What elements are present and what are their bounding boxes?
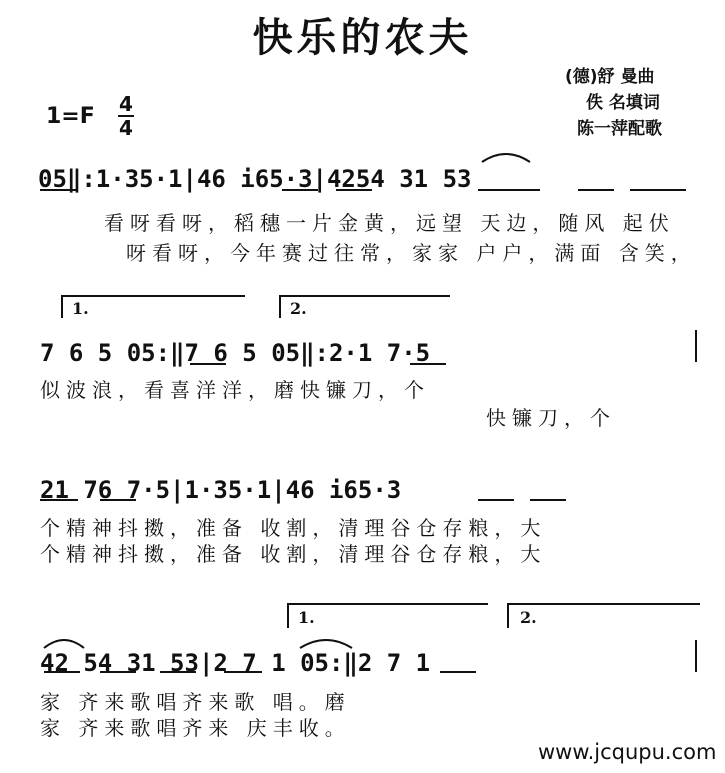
lyric-row-1-verse-1: 看呀看呀，稻穗一片金黄，远望 天边，随风 起伏	[104, 211, 675, 235]
key-signature: 1=F	[46, 104, 95, 129]
composer-credit: (德)舒 曼曲	[565, 67, 655, 87]
lyric-row-4-verse-1: 家 齐来歌唱齐来歌 唱。磨	[40, 690, 351, 714]
notation-row-1: 05‖:1·35·1|46 i65·3|4254 31 53	[38, 165, 472, 193]
lyric-row-3-verse-2: 个精神抖擞，准备 收割，清理谷仓存粮，大	[40, 542, 547, 566]
notation-row-2: 7 6 5 05:‖7 6 5 05‖:2·1 7·5	[40, 339, 431, 367]
volta-1-row-4: 1.	[298, 608, 315, 627]
watermark: www.jcqupu.com	[538, 740, 717, 764]
lyric-row-2-verse-2: 快镰刀，个	[486, 406, 616, 430]
lyricist-credit: 佚 名填词	[586, 93, 660, 113]
volta-1-row-2: 1.	[72, 299, 89, 318]
time-signature-bottom: 4	[119, 116, 133, 140]
lyric-row-3-verse-1: 个精神抖擞，准备 收割，清理谷仓存粮，大	[40, 516, 547, 540]
lyric-row-4-verse-2: 家 齐来歌唱齐来 庆丰收。	[40, 716, 351, 740]
notation-row-4: 42 54 31 53|2 7 1 05:‖2 7 1	[40, 649, 431, 677]
volta-2-row-4: 2.	[520, 608, 537, 627]
lyric-row-2-verse-1: 似波浪，看喜洋洋，磨快镰刀，个	[40, 378, 430, 402]
notation-row-3: 21 76 7·5|1·35·1|46 i65·3	[40, 476, 402, 504]
volta-2-row-2: 2.	[290, 299, 307, 318]
time-signature-top: 4	[119, 92, 133, 116]
song-title: 快乐的农夫	[252, 15, 473, 61]
lyric-row-1-verse-2: 呀看呀，今年赛过往常，家家 户户，满面 含笑，	[126, 241, 697, 265]
arranger-credit: 陈一萍配歌	[577, 119, 662, 139]
